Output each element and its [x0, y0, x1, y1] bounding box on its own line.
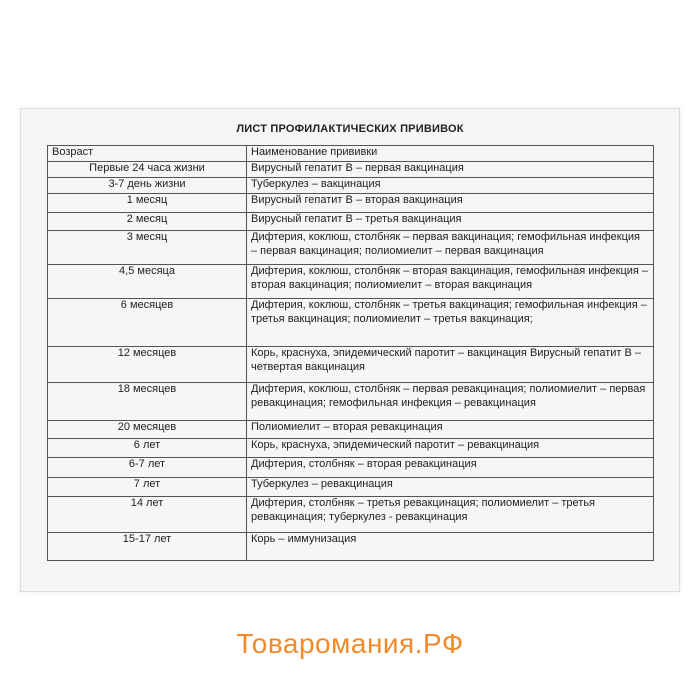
watermark-logo: Товаромания.РФ	[236, 628, 464, 659]
table-header-row	[48, 146, 654, 162]
document-title: ЛИСТ ПРОФИЛАКТИЧЕСКИХ ПРИВИВОК	[236, 123, 464, 135]
row-vaccine: Дифтерия, коклюш, столбняк – вторая вакцинация, гемофильная инфекция – вторая вакцинация; полиомиелит – вторая вакцинация	[247, 265, 654, 299]
row-age: 12 месяцев	[48, 347, 247, 383]
row-vaccine: Полиомиелит – вторая ревакцинация	[247, 421, 654, 439]
column-header-name: Наименование прививки	[247, 146, 654, 162]
table-row	[48, 383, 654, 421]
table-row	[48, 231, 654, 265]
row-vaccine: Вирусный гепатит В – вторая вакцинация	[247, 194, 654, 213]
row-age: 18 месяцев	[48, 383, 247, 421]
row-age: 20 месяцев	[48, 421, 247, 439]
column-header-age: Возраст	[48, 146, 247, 162]
table-row	[48, 533, 654, 561]
table-row	[48, 194, 654, 213]
row-age: 14 лет	[48, 497, 247, 533]
row-age: 3 месяц	[48, 231, 247, 265]
table-row	[48, 421, 654, 439]
row-age: 6 лет	[48, 439, 247, 458]
row-vaccine: Корь, краснуха, эпидемический паротит – ревакцинация	[247, 439, 654, 458]
table-row	[48, 162, 654, 178]
row-age: 6 месяцев	[48, 299, 247, 347]
row-vaccine: Дифтерия, коклюш, столбняк – первая ревакцинация; полиомиелит – первая ревакцинация; гемофильная инфекция – ревакцинация	[247, 383, 654, 421]
row-vaccine: Дифтерия, коклюш, столбняк – третья вакцинация; гемофильная инфекция – третья вакцинация; полиомиелит – третья вакцинация;	[247, 299, 654, 347]
row-vaccine: Корь – иммунизация	[247, 533, 654, 561]
row-age: 1 месяц	[48, 194, 247, 213]
table-row	[48, 458, 654, 478]
row-vaccine: Туберкулез – ревакцинация	[247, 478, 654, 497]
row-age: 7 лет	[48, 478, 247, 497]
table-row	[48, 213, 654, 231]
row-age: Первые 24 часа жизни	[48, 162, 247, 178]
table-row	[48, 178, 654, 194]
row-vaccine: Вирусный гепатит В – первая вакцинация	[247, 162, 654, 178]
table-row	[48, 299, 654, 347]
row-vaccine: Вирусный гепатит В – третья вакцинация	[247, 213, 654, 231]
row-age: 15-17 лет	[48, 533, 247, 561]
table-row	[48, 478, 654, 497]
document-page	[20, 108, 680, 592]
row-age: 2 месяц	[48, 213, 247, 231]
row-vaccine: Дифтерия, столбняк – третья ревакцинация; полиомиелит – третья ревакцинация; туберкулез - ревакцинация	[247, 497, 654, 533]
row-vaccine: Дифтерия, столбняк – вторая ревакцинация	[247, 458, 654, 478]
row-vaccine: Туберкулез – вакцинация	[247, 178, 654, 194]
row-age: 6-7 лет	[48, 458, 247, 478]
table-row	[48, 347, 654, 383]
row-age: 4,5 месяца	[48, 265, 247, 299]
row-vaccine: Корь, краснуха, эпидемический паротит – вакцинация Вирусный гепатит В – четвертая вакцинация	[247, 347, 654, 383]
table-row	[48, 265, 654, 299]
table-row	[48, 439, 654, 458]
row-age: 3-7 день жизни	[48, 178, 247, 194]
row-vaccine: Дифтерия, коклюш, столбняк – первая вакцинация; гемофильная инфекция – первая вакцинация; полиомиелит – первая вакцинация	[247, 231, 654, 265]
vaccination-table	[47, 145, 654, 561]
table-row	[48, 497, 654, 533]
